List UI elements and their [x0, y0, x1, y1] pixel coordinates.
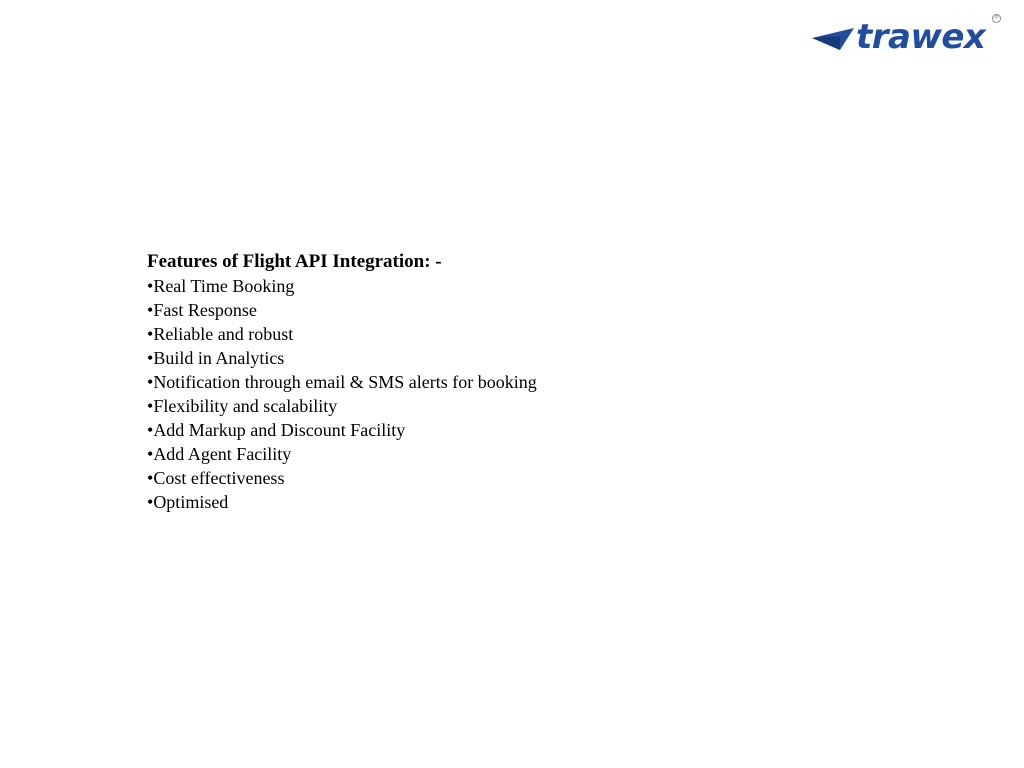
bullet: • — [147, 348, 154, 368]
bullet: • — [147, 324, 154, 344]
logo-wordmark: trawex — [856, 17, 986, 57]
feature-text: Add Agent Facility — [153, 444, 292, 464]
feature-text: Real Time Booking — [153, 276, 295, 296]
trawex-logo — [810, 12, 1010, 60]
bullet: • — [147, 468, 154, 488]
feature-text: Fast Response — [153, 300, 257, 320]
feature-text: Notification through email & SMS alerts for booking — [153, 372, 537, 392]
list-item — [147, 466, 537, 490]
list-item — [147, 418, 537, 442]
features-list — [147, 274, 537, 514]
section-heading: Features of Flight API Integration: - — [147, 251, 442, 272]
list-item — [147, 274, 537, 298]
registered-mark: ® — [994, 15, 999, 21]
list-item — [147, 322, 537, 346]
feature-text: Build in Analytics — [153, 348, 285, 368]
list-item — [147, 370, 537, 394]
bullet: • — [147, 396, 154, 416]
list-item — [147, 442, 537, 466]
list-item — [147, 490, 537, 514]
bullet: • — [147, 300, 154, 320]
bullet: • — [147, 276, 154, 296]
list-item — [147, 394, 537, 418]
feature-text: Add Markup and Discount Facility — [153, 420, 406, 440]
bullet: • — [147, 444, 154, 464]
bullet: • — [147, 492, 154, 512]
feature-text: Cost effectiveness — [153, 468, 285, 488]
list-item — [147, 346, 537, 370]
feature-text: Flexibility and scalability — [153, 396, 338, 416]
features-section — [147, 250, 537, 514]
feature-text: Reliable and robust — [153, 324, 294, 344]
bullet: • — [147, 420, 154, 440]
plane-arrow-icon — [810, 12, 858, 52]
feature-text: Optimised — [153, 492, 229, 512]
bullet: • — [147, 372, 154, 392]
list-item — [147, 298, 537, 322]
